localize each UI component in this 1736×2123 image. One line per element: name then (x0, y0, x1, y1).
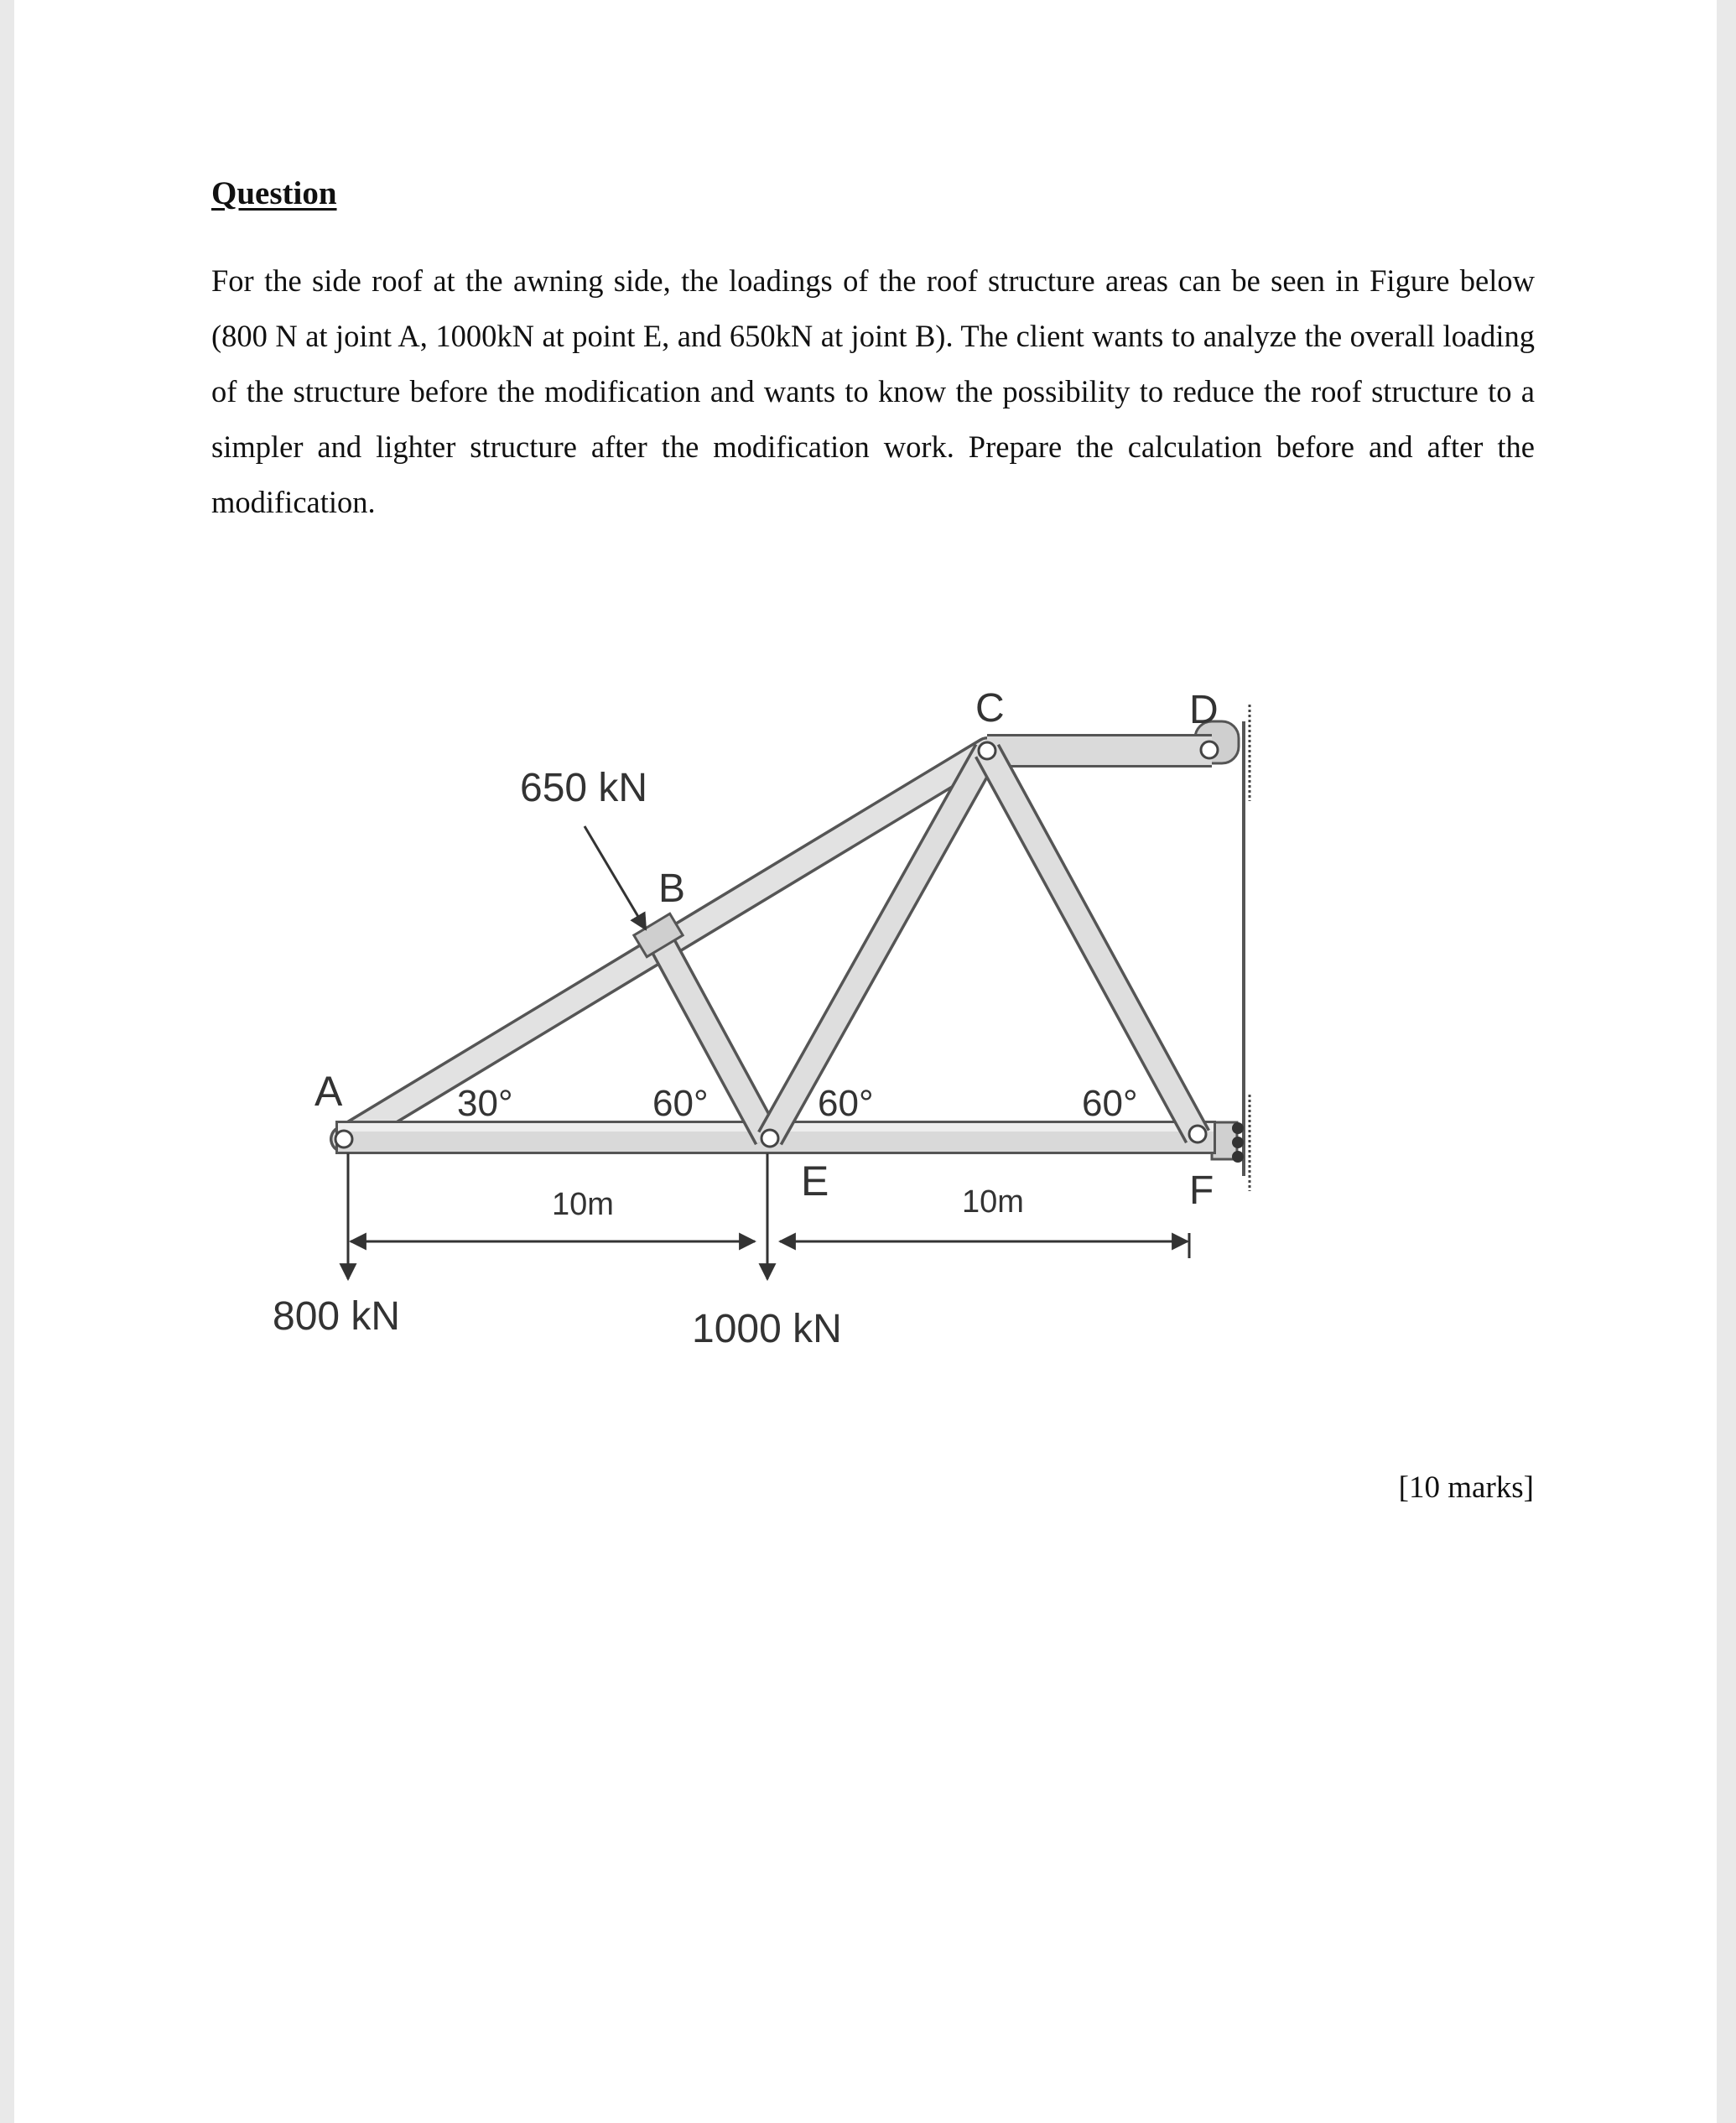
member-cf (987, 751, 1198, 1137)
joint-label-b: B (658, 866, 686, 911)
load-label-b: 650 kN (520, 766, 648, 810)
joint-label-a: A (314, 1068, 343, 1115)
dimension-label-left: 10m (552, 1187, 614, 1222)
joint-label-f: F (1189, 1168, 1214, 1213)
question-heading: Question (211, 175, 337, 211)
joint-label-c: C (975, 686, 1005, 731)
member-cd (987, 734, 1212, 768)
marks-label: [10 marks] (1398, 1470, 1534, 1505)
question-body: For the side roof at the awning side, the loadings of the roof structure areas can be seen in Figure below (800 N at joint A, 1000kN at point E, and 650kN at joint B). The client wants to analyze the overall loading of the structure before the modification and wants to know the possibility to reduce the roof structure to a simpler and lighter structure after the modification work. Prepare the calculation before and after the modification. (211, 263, 1535, 519)
joint-label-e: E (801, 1158, 829, 1205)
angle-label-a: 30° (457, 1083, 513, 1124)
load-label-e: 1000 kN (692, 1307, 842, 1351)
joint-label-d: D (1189, 688, 1219, 732)
load-label-a: 800 kN (273, 1294, 401, 1339)
load-arrow-b (585, 826, 646, 929)
angle-label-f: 60° (1082, 1083, 1138, 1124)
angle-label-right-e: 60° (818, 1083, 874, 1124)
angle-label-left-e: 60° (652, 1083, 709, 1124)
dimension-label-right: 10m (962, 1184, 1024, 1220)
